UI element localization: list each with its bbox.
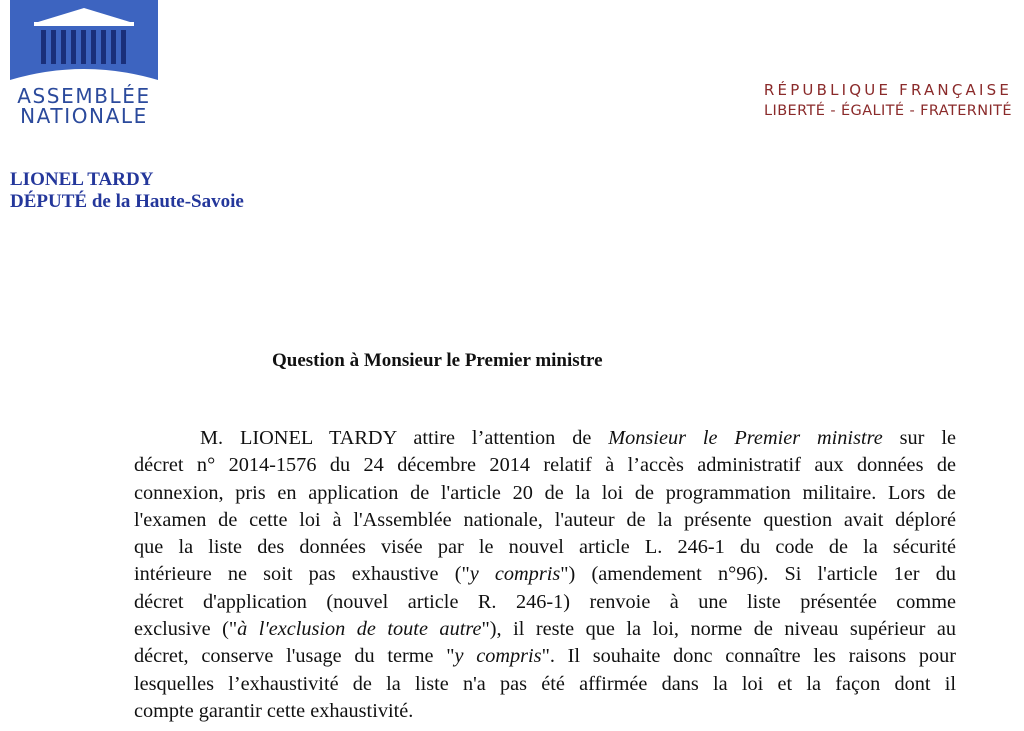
body-line [134, 425, 956, 452]
body-line [134, 561, 956, 588]
body-italic: Monsieur le Premier ministre [608, 427, 883, 449]
body-text: intérieure ne soit pas exhaustive (" [134, 563, 470, 586]
body-text: ". Il souhaite donc connaître les raisons pour [541, 645, 957, 668]
body-line [134, 643, 956, 670]
body-line: décret d'application (nouvel article R. 246-1) renvoie à une liste présentée comme [134, 590, 956, 613]
republic-motto [764, 80, 1012, 122]
body-line: décret n° 2014-1576 du 24 décembre 2014 relatif à l’accès administratif aux données de [134, 454, 956, 477]
republic-motto-line: LIBERTÉ - ÉGALITÉ - FRATERNITÉ [764, 103, 1012, 119]
assemblee-nationale-logo [10, 0, 158, 126]
body-line: lesquelles l’exhaustivité de la liste n'a pas été affirmée dans la loi et la façon dont il [134, 672, 956, 695]
body-line: compte garantir cette exhaustivité. [134, 699, 414, 722]
body-italic: y compris [454, 645, 542, 668]
body-line: l'examen de cette loi à l'Assemblée nationale, l'auteur de la présente question avait déploré [134, 508, 956, 531]
body-text: exclusive (" [134, 618, 238, 641]
logo-line-1: ASSEMBLÉE [17, 84, 151, 108]
deputy-title: DÉPUTÉ de la Haute-Savoie [10, 191, 244, 212]
deputy-name: LIONEL TARDY [10, 169, 154, 190]
body-text: "), il reste que la loi, norme de niveau supérieur au [481, 618, 956, 641]
body-text: décret, conserve l'usage du terme " [134, 645, 455, 668]
question-heading: Question à Monsieur le Premier ministre [272, 350, 603, 371]
body-italic: à l'exclusion de toute autre [237, 618, 482, 641]
body-text: sur le [882, 427, 956, 449]
logo-line-2: NATIONALE [20, 104, 148, 128]
body-text: M. LIONEL TARDY attire l’attention de [200, 427, 609, 449]
question-body [134, 425, 956, 725]
body-text: ") (amendement n°96). Si l'article 1er du [560, 563, 956, 586]
assemblee-building-icon [10, 0, 158, 80]
body-line: que la liste des données visée par le nouvel article L. 246-1 du code de la sécurité [134, 536, 956, 559]
body-line [134, 616, 956, 643]
body-line: connexion, pris en application de l'article 20 de la loi de programmation militaire. Lors de [134, 481, 956, 504]
body-italic: y compris [469, 563, 561, 586]
deputy-block [10, 169, 244, 213]
republic-title: RÉPUBLIQUE FRANÇAISE [763, 81, 1012, 99]
